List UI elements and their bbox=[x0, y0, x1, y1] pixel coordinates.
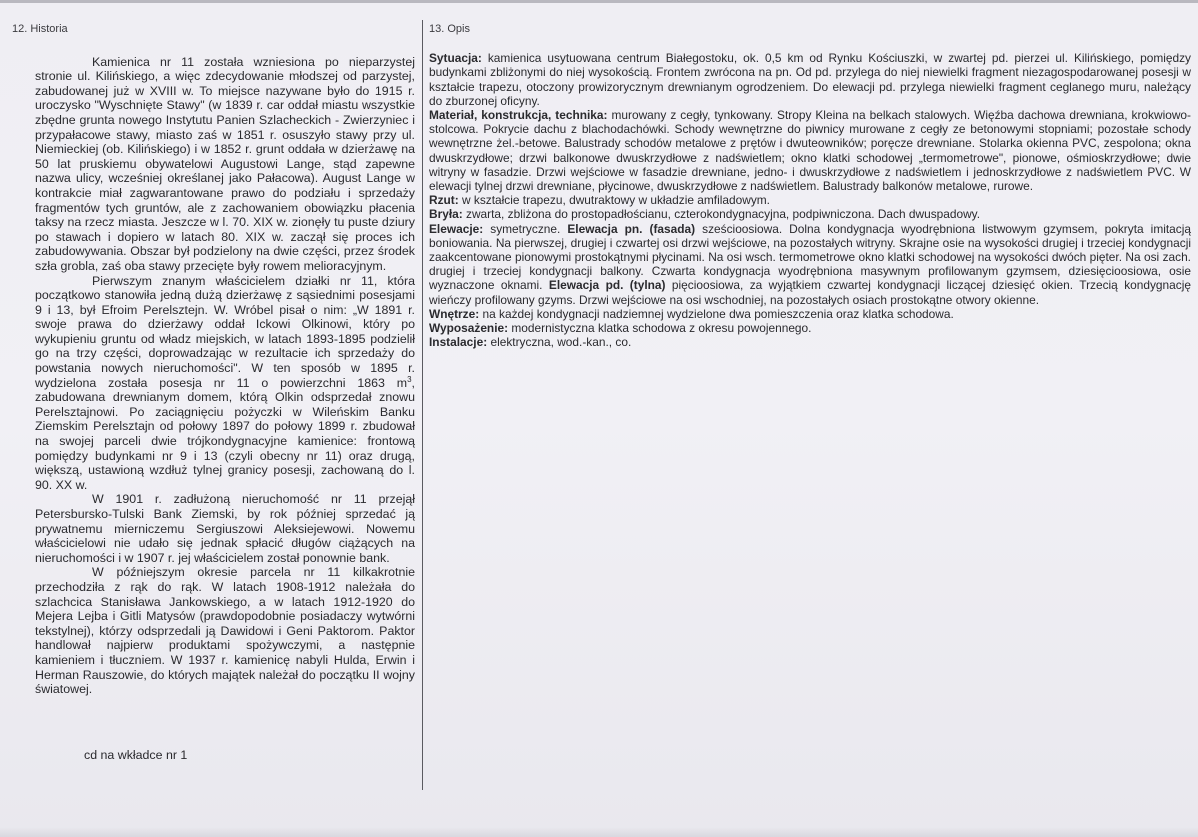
entry-text: w kształcie trapezu, dwutraktowy w układzie amfiladowym. bbox=[458, 193, 770, 208]
history-paragraph-text: Pierwszym znanym właścicielem działki nr 11, która początkowo stanowiła jedną dużą dzierżawę z sąsiednimi posesjami 9 i 13, był Efroim Perelsztejn. W. Wróbel pisał o nim: „W 1891 r. swoje prawa do dzierżawy oddał Ickowi Olkinowi, który po wykupieniu gruntu od władz miejskich, w latach 1893-1895 podzielił go na trzy części, doprowadzając w rezultacie ich sprzedaży do powstania nowych nieruchomości". W ten sposób w 1895 r. wydzielona została posesja nr 11 o powierzchni 1863 m bbox=[35, 273, 415, 390]
entry-elevations bbox=[429, 222, 1191, 307]
history-heading: 12. Historia bbox=[12, 23, 68, 35]
continuation-note: cd na wkładce nr 1 bbox=[84, 748, 188, 762]
entry-label: Instalacje: bbox=[429, 335, 488, 350]
description-heading: 13. Opis bbox=[429, 23, 470, 35]
entry-massing bbox=[429, 207, 1191, 221]
column-divider bbox=[422, 20, 423, 790]
entry-label: Wyposażenie: bbox=[429, 321, 509, 336]
entry-text: symetryczne. bbox=[483, 221, 568, 236]
entry-plan bbox=[429, 193, 1191, 207]
entry-label: Sytuacja: bbox=[429, 51, 482, 66]
entry-text: elektryczna, wod.-kan., co. bbox=[487, 335, 632, 350]
description-section bbox=[429, 22, 1191, 349]
entry-text: modernistyczna klatka schodowa z okresu powojennego. bbox=[508, 321, 812, 336]
page-bottom-edge bbox=[0, 827, 1198, 837]
entry-material bbox=[429, 108, 1191, 193]
history-paragraph bbox=[35, 274, 415, 493]
history-paragraph: Kamienica nr 11 została wzniesiona po nieparzystej stronie ul. Kilińskiego, a więc zdecydowanie młodszej od parzystej, zabudowanej już w XVIII w. To miejsce nazywane było do 1915 r. uroczysko "Wyschnięte Stawy" (w 1839 r. car oddał miastu wszystkie zbędne grunta nowego Instytutu Panien Szlacheckich - Zwierzyniec i przypałacowe stawy, miasto zaś w 1851 r. osuszyło stawy przy ul. Niemieckiej (ob. Kilińskiego) i w 1852 r. grunt oddała w dzierżawę na 50 lat pruskiemu obywatelowi Augustowi Lange, stąd zapewne nazwa ulicy, wcześniej określanej jako Pałacowa). August Lange w kontrakcie miał zagwarantowane prawo do podziału i sprzedaży fragmentów tych gruntów, ale z zachowaniem obowiązku płacenia taksy na rzecz miasta. Jeszcze w l. 70. XIX w. zionęły tu puste dziury po stawach i dopiero w latach 80. XIX w. zaczął się proces ich zabudowywania. Obszar był podzielony na dwie części, przez środek szła grobla, zaś oba stawy przecięte były rowem melioracyjnym. bbox=[35, 54, 415, 273]
entry-interior bbox=[429, 307, 1191, 321]
entry-text: zwarta, zbliżona do prostopadłościanu, czterokondygnacyjna, podpiwniczona. Dach dwuspadowy. bbox=[462, 207, 981, 222]
entry-label: Bryła: bbox=[429, 207, 463, 222]
entry-text: murowany z cegły, tynkowany. Stropy Kleina na belkach stalowych. Więźba dachowa drewniana, krokwiowo-stolcowa. Pokrycie dachu z blachodachówki. Schody wewnętrzne do piwnicy murowane z cegły ze betonowymi stopniami; pozostałe schody wewnętrzne żel.-betowe. Balustrady schodów metalowe z prętów i dwuteowników; poręcze drewniane. Stolarka okienna PVC, zespolona; okna dwuskrzydłowe; drzwi balkonowe dwuskrzydłowe z nadświetlem; okno klatki schodowej „termometrowe", pionowe, ośmioskrzydłowe; dwie witryny w fasadzie. Drzwi wejściowe w fasadzie drewniane, jedno- i dwuskrzydłowe z nadświetlem i jednoskrzydłowe z nadświetlem PVC. W elewacji tylnej drzwi drewniane, płycinowe, dwuskrzydłowe z nadświetlem. Balustrady balkonów metalowe, rurowe. bbox=[429, 108, 1191, 194]
history-paragraph: W późniejszym okresie parcela nr 11 kilkakrotnie przechodziła z rąk do rąk. W latach 1908-1912 należała do szlachcica Stanisława Jankowskiego, a w latach 1912-1920 do Mejera Lejba i Gitli Matysów (prawdopodobnie posiadaczy wytwórni tekstylnej), którzy odsprzedali ją Dawidowi i Geni Paktorom. Paktor handlował najpierw produktami spożywczymi, a następnie kamieniem i tłuczniem. W 1937 r. kamienicę nabyli Hulda, Erwin i Herman Rauszowie, do których majątek należał do początku II wojny światowej. bbox=[35, 565, 415, 697]
entry-text: kamienica usytuowana centrum Białegostoku, ok. 0,5 km od Rynku Kościuszki, w zwartej pd. pierzei ul. Kilińskiego, pomiędzy budynkami zbliżonymi do niej wysokością. Frontem zwrócona na pn. Od pd. przylega do niej niewielki fragment niezagospodarowanej posesji w kształcie trapezu, otoczony prowizorycznym drewnianym ogrodzeniem. Do elewacji pd. przylega niewielki fragment ceglanego muru, należący do zburzonej oficyny. bbox=[429, 51, 1191, 108]
entry-text: pięcioosiowa, za wyjątkiem czwartej kondygnacji liczącej dziesięć okien. Trzecią kondygnację wieńczy profilowany gzyms. Drzwi wejściowe na osi wschodniej, na pozostałych osiach prostokątne otwory okienne. bbox=[429, 278, 1191, 307]
entry-text: na każdej kondygnacji nadziemnej wydzielone dwa pomieszczenia oraz klatka schodowa. bbox=[479, 306, 954, 321]
area-superscript: 3 bbox=[407, 374, 412, 384]
entry-label: Elewacja pd. (tylna) bbox=[548, 278, 666, 293]
entry-label: Rzut: bbox=[429, 193, 459, 208]
history-paragraph-text: Ziemskim Perelsztajn od połowy 1897 do połowy 1899 r. zbudował na swojej parceli dwie trójkondygnacyjne kamienice: frontową pomiędzy budynkami nr 9 i 13 (czyli obecny nr 11) oraz drugą, większą, ustawioną wzdłuż tylnej granicy posesji, zachowaną do l. 90. XX w. bbox=[35, 419, 415, 492]
entry-label: Elewacja pn. (fasada) bbox=[567, 221, 696, 236]
page-top-edge bbox=[0, 0, 1198, 3]
entry-text: sześcioosiowa. Dolna kondygnacja wyodrębniona listwowym gzymsem, pokryta imitacją boniowania. Na pierwszej, drugiej i czwartej osi drzwi wejściowe, na pozostałych witryny. Skrajne osie na wysokości drugiej i trzeciej kondygnacji zaakcentowane pionowymi prostokątnymi płycinami. Na osi wsch. termometrowe okno klatki schodowej na wysokości dwóch pięter. Na osi zach. drugiej i trzeciej kondygnacji balkony. Czwarta kondygnacja wyodrębniona masywnym profilowanym gzymsem, dziesięcioosiowa, osie wyznaczone oknami. bbox=[429, 221, 1191, 293]
entry-installations bbox=[429, 335, 1191, 349]
history-paragraph-text: , zabudowana drewnianym domem, którą Olkin odsprzedał znowu Perelsztajnowi. Po zaciągnięciu pożyczki w Wileńskim Banku bbox=[35, 375, 415, 419]
history-section bbox=[12, 22, 415, 697]
entry-label: Materiał, konstrukcja, technika: bbox=[429, 108, 608, 123]
entry-label: Wnętrze: bbox=[429, 306, 480, 321]
entry-situation bbox=[429, 51, 1191, 108]
entry-label: Elewacje: bbox=[429, 221, 484, 236]
entry-equipment bbox=[429, 321, 1191, 335]
history-paragraph: W 1901 r. zadłużoną nieruchomość nr 11 przejął Petersbursko-Tulski Bank Ziemski, by rok później sprzedać ją prywatnemu mierniczemu Sergiuszowi Aleksiejewowi. Nowemu właścicielowi nie udało się jednak spłacić długów ciążących na nieruchomości i w 1907 r. jej właścicielem został ponownie bank. bbox=[35, 492, 415, 565]
